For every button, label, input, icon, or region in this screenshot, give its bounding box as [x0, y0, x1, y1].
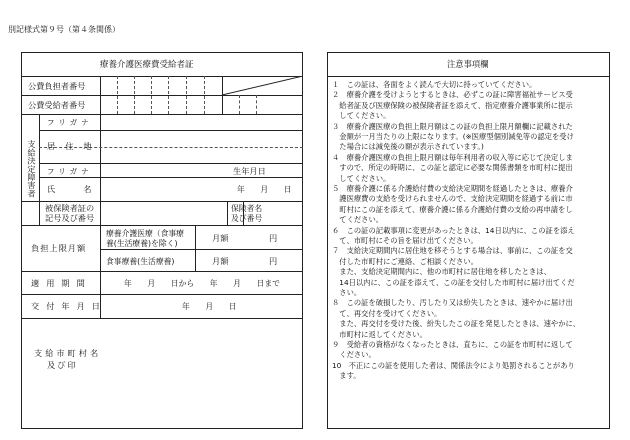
beneficiary-group-label: 支給決定障害者: [27, 140, 37, 198]
note-line: ２ 療養介護を受けようとするときは、必ずこの証に障害福祉サービス受: [332, 90, 573, 100]
form-number-header: 別記様式第９号（第４条関係）: [8, 25, 120, 34]
payer-number-label: 公費負担者番号: [28, 81, 86, 91]
address-label: 居住地: [47, 141, 102, 151]
note-line: また、支給決定期間内に、他の市町村に居住地を移したときは、: [332, 267, 551, 277]
insurer-label-2: 及び番号: [231, 214, 263, 223]
period-label: 適用期間: [31, 278, 92, 288]
issue-date-value: 年 月 日: [182, 302, 237, 311]
note-line: ３ 療養介護医療の負担上限月額はこの証の負担上限月額欄に記載された: [332, 121, 573, 131]
note-line: ください。: [332, 350, 376, 360]
birth-date-value: 年 月 日: [237, 185, 292, 194]
note-line: て、市町村にその旨を届け出てください。: [332, 236, 478, 245]
note-line: ８ この証を破損したり、汚したり又は紛失したときは、速やかに届け出: [332, 298, 573, 308]
insured-cert-label: 被保険者証の: [45, 203, 95, 213]
birth-date-label: 生年月日: [233, 166, 266, 176]
issue-date-label: 交付年月日: [31, 301, 107, 311]
limit-meal-label: 食事療養(生活療養): [106, 257, 175, 266]
notes-list: [332, 80, 608, 385]
note-line: 町村にこの証を添えて、療養介護に係る介護給付費の支給の再申請をし: [332, 204, 573, 214]
note-line: 給者証及び医療保険の被保険者証を添えて、指定療養介護事業所に提示: [332, 100, 573, 110]
recipient-number-label: 公費受給者番号: [28, 100, 86, 110]
note-line: てください。: [332, 215, 384, 225]
note-line: すので、所定の時期に、この証と認定に必要な関係書類を市町村に提出: [332, 163, 573, 173]
limit-medical-label: 療養介護医療（食事療: [106, 229, 184, 238]
note-line: 金額が一月当たりの上限になります。(※医療型個別減免等の認定を受け: [332, 132, 574, 141]
insurer-label: 保険者名: [231, 204, 263, 213]
insured-cert-label-2: 記号及び番号: [45, 213, 95, 223]
note-line: 市町村に返してください。: [332, 329, 427, 339]
municipality-seal-label: 及び印: [47, 360, 78, 370]
note-line: て、再交付を受けてください。: [332, 308, 442, 318]
monthly-label-2: 月額: [212, 256, 229, 266]
note-line: また、再交付を受けた後、紛失したこの証を発見したときは、速やかに、: [332, 319, 581, 329]
note-line: 14日以内に、この証を添えて、この証を交付した市町村に届け出てくだ: [332, 277, 575, 287]
note-line: 付した市町村にご連絡、ご相談ください。: [332, 256, 478, 266]
furigana-label-address: フリガナ: [47, 118, 93, 127]
note-line: １ この証は、各面をよく読んで大切に持っていてください。: [332, 80, 537, 89]
furigana-label-name: フリガナ: [47, 167, 93, 176]
notes-title: 注意事項欄: [447, 59, 489, 69]
note-line: してください。: [332, 173, 391, 183]
yen-label-2: 円: [269, 256, 278, 266]
note-line: ４ 療養介護医療の負担上限月額は毎年利用者の収入等に応じて決定しま: [332, 152, 573, 162]
note-line: 護医療費の支給を受けられませんので、支給決定期間を経過する前に市: [332, 194, 573, 204]
monthly-label-1: 月額: [212, 233, 229, 243]
note-line: してください。: [332, 111, 391, 121]
note-line: さい。: [332, 288, 362, 297]
yen-label-1: 円: [269, 233, 278, 243]
limit-label: 負担上限月額: [31, 243, 87, 253]
note-line: ６ この証の記載事項に変更があったときは、14日以内に、この証を添え: [332, 225, 575, 235]
limit-medical-label-2: 養(生活療養)を除く): [106, 239, 178, 248]
certificate-title: 療養介護医療費受給者証: [100, 60, 194, 70]
note-line: 10 不正にこの証を使用した者は、関係法令により処罰されることがあり: [332, 360, 575, 370]
period-value: 年 月 日から 年 月 日まで: [124, 279, 280, 288]
name-label: 氏名: [47, 184, 120, 194]
note-line: ます。: [332, 371, 361, 381]
municipality-label: 支給市町村名: [34, 348, 102, 358]
note-line: た場合には減免後の額が表示されています。): [332, 142, 484, 152]
note-line: ７ 支給決定期間内に居住地を移そうとする場合は、事前に、この証を交: [332, 246, 573, 256]
note-line: ５ 療養介護に係る介護給付費の支給決定期間を経過したときは、療養介: [332, 184, 573, 193]
note-line: ９ 受給者の資格がなくなったときは、直ちに、この証を市町村に返して: [332, 340, 573, 349]
unused-cell-slash: [222, 76, 303, 95]
